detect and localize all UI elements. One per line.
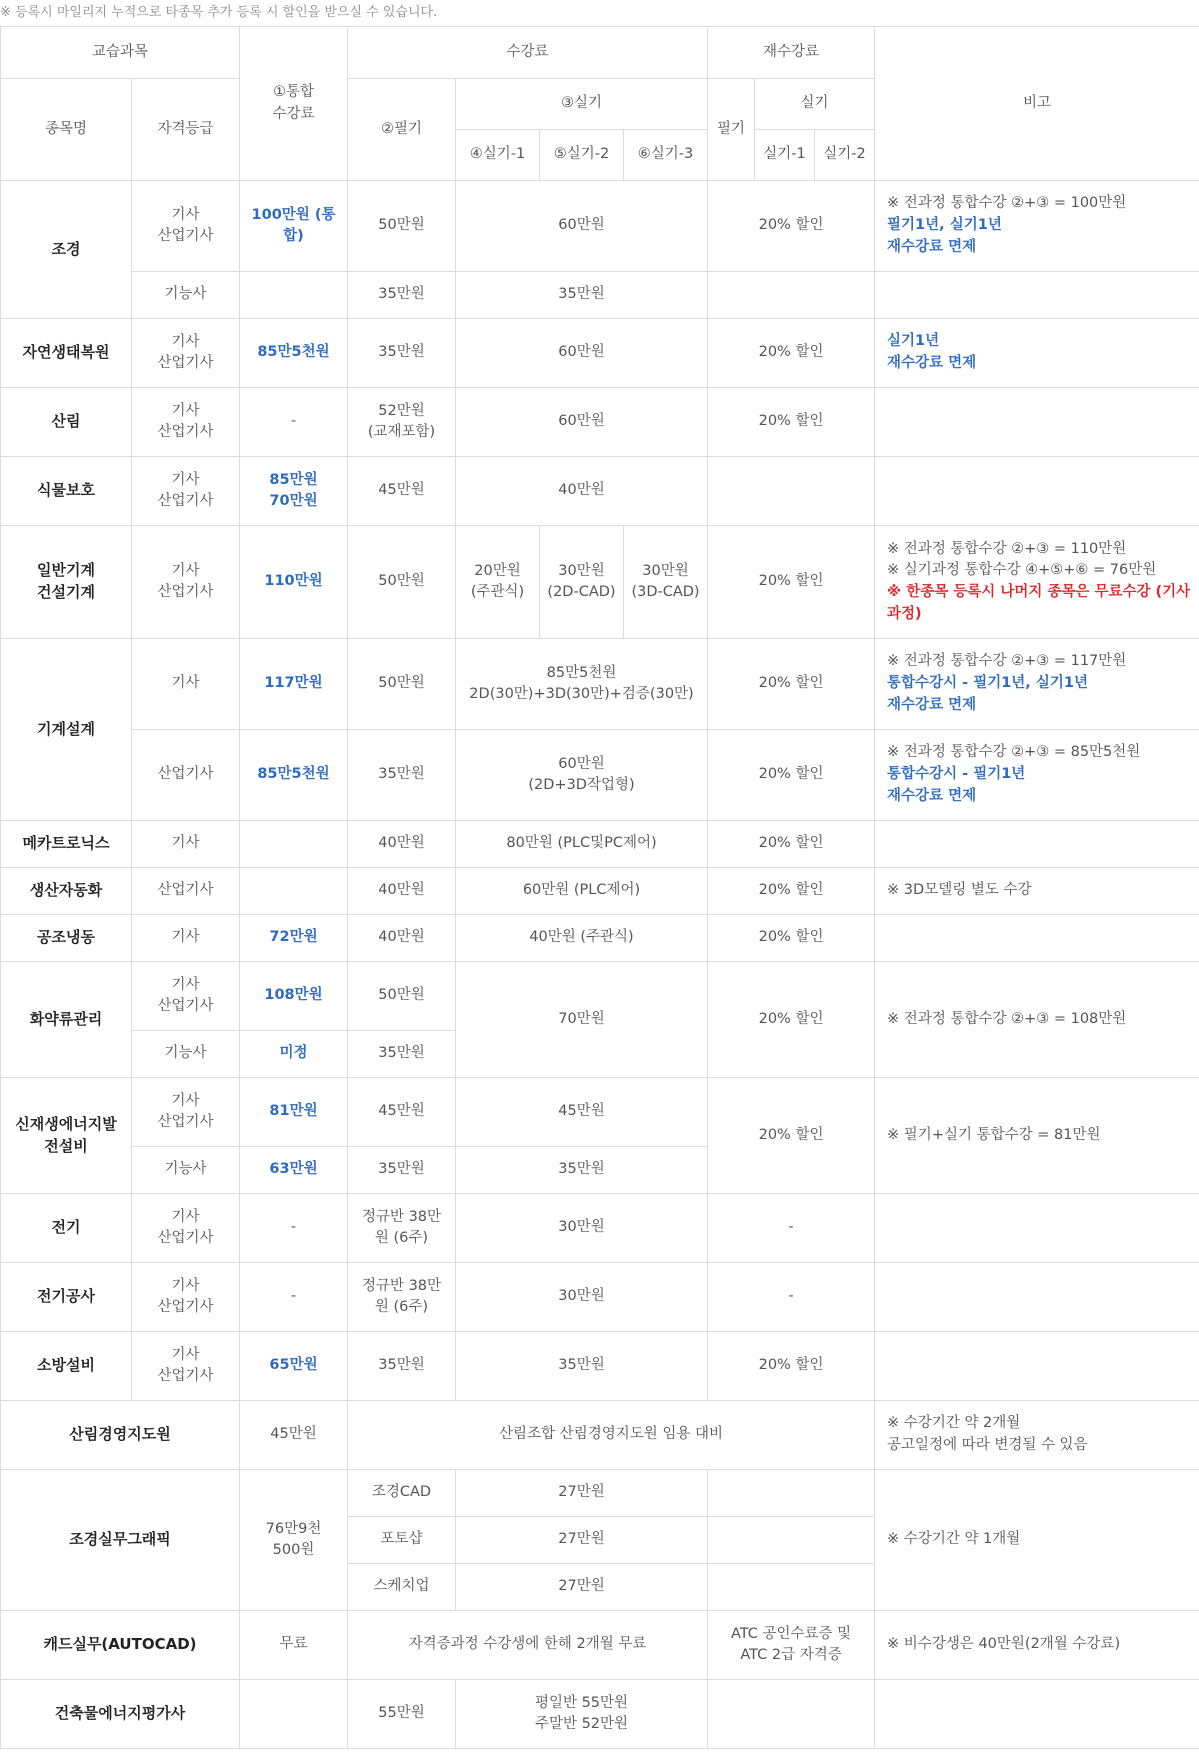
retake-fee: 20% 할인 [708,1078,875,1194]
remarks-cell [875,1611,1199,1680]
practical-fee: 60만원 [456,388,708,457]
practical-fee: 평일반 55만원 주말반 52만원 [456,1680,708,1749]
retake-fee: 20% 할인 [708,962,875,1078]
grade-cell: 기사 산업기사 [132,457,240,526]
remark-line: ※ 한종목 등록시 나머지 종목은 무료수강 (기사과정) [887,584,1191,622]
practical-3-fee: 30만원 (3D-CAD) [624,526,708,639]
remarks-cell [875,319,1199,388]
item-name: 자연생태복원 [1,319,132,388]
practical-fee: 60만원 (2D+3D작업형) [456,730,708,821]
integrated-fee: - [240,1194,348,1263]
notice-text: ※ 등록시 마일리지 누적으로 타종목 추가 등록 시 할인을 받으실 수 있습니다. [0,5,438,20]
course-description: 자격증과정 수강생에 한해 2개월 무료 [348,1611,708,1680]
remark-line: 재수강료 면제 [887,238,977,255]
remark-line: ※ 실기과정 통합수강 ④+⑤+⑥ = 76만원 [887,562,1157,579]
integrated-fee: 100만원 (통합) [240,181,348,272]
table-row [1,639,1199,730]
retake-fee: 20% 할인 [708,915,875,962]
remarks-cell [875,1194,1199,1263]
grade-cell: 기사 산업기사 [132,1078,240,1147]
retake-fee: - [708,1263,875,1332]
remark-line: ※ 전과정 통합수강 ②+③ = 85만5천원 [887,744,1141,761]
grade-cell: 산업기사 [132,730,240,821]
table-row [1,272,1199,319]
written-fee: 50만원 [348,962,456,1031]
item-name: 조경 [1,181,132,319]
table-row [1,915,1199,962]
written-fee: 50만원 [348,526,456,639]
grade-cell: 기사 [132,821,240,868]
written-fee: 35만원 [348,730,456,821]
integrated-fee: 72만원 [240,915,348,962]
sub-course-fee: 27만원 [456,1470,708,1517]
table-row [1,1611,1199,1680]
remarks-cell [875,915,1199,962]
integrated-fee: 65만원 [240,1332,348,1401]
retake-fee [708,272,875,319]
practical-fee: 35만원 [456,272,708,319]
remarks-cell [875,1078,1199,1194]
integrated-fee: 85만5천원 [240,730,348,821]
written-fee: 35만원 [348,319,456,388]
integrated-fee: - [240,388,348,457]
integrated-fee: 117만원 [240,639,348,730]
item-name: 산림경영지도원 [1,1401,240,1470]
remark-line: 통합수강시 - 필기1년 [887,766,1026,783]
remarks-cell [875,272,1199,319]
practical-fee: 40만원 (주관식) [456,915,708,962]
header-retake-practical-1: 실기-1 [755,130,815,181]
table-row [1,1470,1199,1517]
fee-table [0,26,1199,1749]
practical-fee: 60만원 (PLC제어) [456,868,708,915]
item-name: 식물보호 [1,457,132,526]
sub-course-label: 포토샵 [348,1517,456,1564]
retake-fee [708,1470,875,1517]
header-practical-1: ④실기-1 [456,130,540,181]
item-name: 생산자동화 [1,868,132,915]
sub-course-label: 스케치업 [348,1564,456,1611]
practical-fee: 35만원 [456,1147,708,1194]
header-grade: 자격등급 [132,79,240,181]
table-row [1,1332,1199,1401]
table-row [1,1078,1199,1147]
integrated-fee: 85만원 70만원 [240,457,348,526]
header-remarks: 비고 [875,27,1199,181]
item-name: 소방설비 [1,1332,132,1401]
grade-cell: 기사 산업기사 [132,526,240,639]
header-integrated: ①통합 수강료 [240,27,348,181]
table-row [1,388,1199,457]
remark-line: ※ 3D모델링 별도 수강 [887,882,1032,899]
retake-fee [708,1680,875,1749]
remarks-cell [875,181,1199,272]
item-name: 화약류관리 [1,962,132,1078]
retake-fee [708,1517,875,1564]
header-subject: 교습과목 [1,27,240,79]
item-name: 기계설계 [1,639,132,821]
remark-line: 재수강료 면제 [887,787,977,804]
table-row [1,1401,1199,1470]
retake-fee: - [708,1194,875,1263]
remarks-cell [875,821,1199,868]
retake-fee: 20% 할인 [708,1332,875,1401]
grade-cell: 기사 산업기사 [132,1194,240,1263]
grade-cell: 기사 산업기사 [132,1263,240,1332]
retake-fee [708,457,875,526]
grade-cell: 기사 산업기사 [132,181,240,272]
remarks-cell [875,1263,1199,1332]
integrated-fee [240,272,348,319]
table-row [1,1263,1199,1332]
integrated-fee: 미정 [240,1031,348,1078]
remark-line: ※ 전과정 통합수강 ②+③ = 117만원 [887,653,1127,670]
written-fee: 50만원 [348,181,456,272]
sub-course-fee: 27만원 [456,1517,708,1564]
written-fee: 정규반 38만 원 (6주) [348,1194,456,1263]
item-name: 건축물에너지평가사 [1,1680,240,1749]
integrated-fee: 무료 [240,1611,348,1680]
retake-fee [708,1564,875,1611]
retake-fee: 20% 할인 [708,181,875,272]
header-retake-practical-2: 실기-2 [815,130,875,181]
header-retake-practical: 실기 [755,79,875,130]
remark-line: ※ 필기+실기 통합수강 = 81만원 [887,1126,1101,1143]
integrated-fee [240,821,348,868]
remark-line: ※ 전과정 통합수강 ②+③ = 108만원 [887,1010,1127,1027]
grade-cell: 기능사 [132,272,240,319]
integrated-fee: 85만5천원 [240,319,348,388]
table-row [1,319,1199,388]
written-fee: 35만원 [348,1031,456,1078]
item-name: 산림 [1,388,132,457]
written-fee: 40만원 [348,821,456,868]
grade-cell: 기능사 [132,1147,240,1194]
sub-course-fee: 27만원 [456,1564,708,1611]
header-fee: 수강료 [348,27,708,79]
grade-cell: 기사 산업기사 [132,1332,240,1401]
integrated-fee [240,868,348,915]
written-fee: 40만원 [348,868,456,915]
practical-1-fee: 20만원 (주관식) [456,526,540,639]
written-fee: 40만원 [348,915,456,962]
written-fee: 50만원 [348,639,456,730]
practical-fee: 35만원 [456,1332,708,1401]
table-row [1,868,1199,915]
remark-line: 공고일정에 따라 변경될 수 있음 [887,1437,1088,1453]
item-name: 전기공사 [1,1263,132,1332]
header-written: ②필기 [348,79,456,181]
remarks-cell [875,388,1199,457]
written-fee: 35만원 [348,272,456,319]
practical-fee: 40만원 [456,457,708,526]
practical-fee: 70만원 [456,962,708,1078]
remark-line: ※ 비수강생은 40만원(2개월 수강료) [887,1636,1121,1653]
practical-fee: 60만원 [456,319,708,388]
integrated-fee: 76만9천 500원 [240,1470,348,1611]
remark-line: ※ 수강기간 약 2개월 [887,1415,1021,1432]
remarks-cell [875,868,1199,915]
remarks-cell [875,1470,1199,1611]
grade-cell: 기사 [132,639,240,730]
remarks-cell [875,730,1199,821]
practical-fee: 60만원 [456,181,708,272]
remarks-cell [875,639,1199,730]
retake-fee: ATC 공인수료증 및 ATC 2급 자격증 [708,1611,875,1680]
remark-line: ※ 전과정 통합수강 ②+③ = 110만원 [887,540,1127,557]
remarks-cell [875,1401,1199,1470]
remarks-cell [875,457,1199,526]
remark-line: 통합수강시 - 필기1년, 실기1년 [887,675,1088,692]
table-row [1,821,1199,868]
retake-fee: 20% 할인 [708,388,875,457]
practical-fee: 30만원 [456,1194,708,1263]
integrated-fee [240,1680,348,1749]
item-name: 신재생에너지발 전설비 [1,1078,132,1194]
remark-line: 필기1년, 실기1년 [887,217,1002,234]
remarks-cell [875,962,1199,1078]
written-fee: 45만원 [348,457,456,526]
header-practical: ③실기 [456,79,708,130]
retake-fee: 20% 할인 [708,730,875,821]
integrated-fee: 110만원 [240,526,348,639]
integrated-fee: 63만원 [240,1147,348,1194]
header-retake-written: 필기 [708,79,755,181]
table-row [1,1680,1199,1749]
practical-fee: 85만5천원 2D(30만)+3D(30만)+검증(30만) [456,639,708,730]
practical-fee: 45만원 [456,1078,708,1147]
integrated-fee: - [240,1263,348,1332]
course-description: 산림조합 산림경영지도원 임용 대비 [348,1401,875,1470]
integrated-fee: 81만원 [240,1078,348,1147]
written-fee: 45만원 [348,1078,456,1147]
integrated-fee: 108만원 [240,962,348,1031]
remark-line: 실기1년 [887,333,940,350]
retake-fee: 20% 할인 [708,639,875,730]
table-row [1,730,1199,821]
grade-cell: 산업기사 [132,868,240,915]
remark-line: ※ 수강기간 약 1개월 [887,1531,1021,1548]
grade-cell: 기사 산업기사 [132,319,240,388]
retake-fee: 20% 할인 [708,526,875,639]
grade-cell: 기능사 [132,1031,240,1078]
grade-cell: 기사 [132,915,240,962]
header-retake: 재수강료 [708,27,875,79]
retake-fee: 20% 할인 [708,821,875,868]
written-fee: 52만원 (교재포함) [348,388,456,457]
item-name: 메카트로닉스 [1,821,132,868]
item-name: 조경실무그래픽 [1,1470,240,1611]
retake-fee: 20% 할인 [708,319,875,388]
grade-cell: 기사 산업기사 [132,388,240,457]
header-item-name: 종목명 [1,79,132,181]
item-name: 캐드실무(AUTOCAD) [1,1611,240,1680]
table-row [1,962,1199,1031]
remarks-cell [875,526,1199,639]
practical-2-fee: 30만원 (2D-CAD) [540,526,624,639]
remark-line: 재수강료 면제 [887,696,977,713]
written-fee: 정규반 38만 원 (6주) [348,1263,456,1332]
table-row [1,457,1199,526]
practical-fee: 30만원 [456,1263,708,1332]
header-practical-2: ⑤실기-2 [540,130,624,181]
practical-fee: 80만원 (PLC및PC제어) [456,821,708,868]
remark-line: 재수강료 면제 [887,355,977,371]
sub-course-label: 조경CAD [348,1470,456,1517]
remark-line: ※ 전과정 통합수강 ②+③ = 100만원 [887,195,1127,212]
item-name: 일반기계 건설기계 [1,526,132,639]
table-row [1,1194,1199,1263]
header-practical-3: ⑥실기-3 [624,130,708,181]
table-row [1,181,1199,272]
grade-cell: 기사 산업기사 [132,962,240,1031]
written-fee: 35만원 [348,1147,456,1194]
remarks-cell [875,1680,1199,1749]
written-fee: 35만원 [348,1332,456,1401]
written-fee: 55만원 [348,1680,456,1749]
remarks-cell [875,1332,1199,1401]
retake-fee: 20% 할인 [708,868,875,915]
item-name: 공조냉동 [1,915,132,962]
item-name: 전기 [1,1194,132,1263]
integrated-fee: 45만원 [240,1401,348,1470]
table-row [1,526,1199,639]
